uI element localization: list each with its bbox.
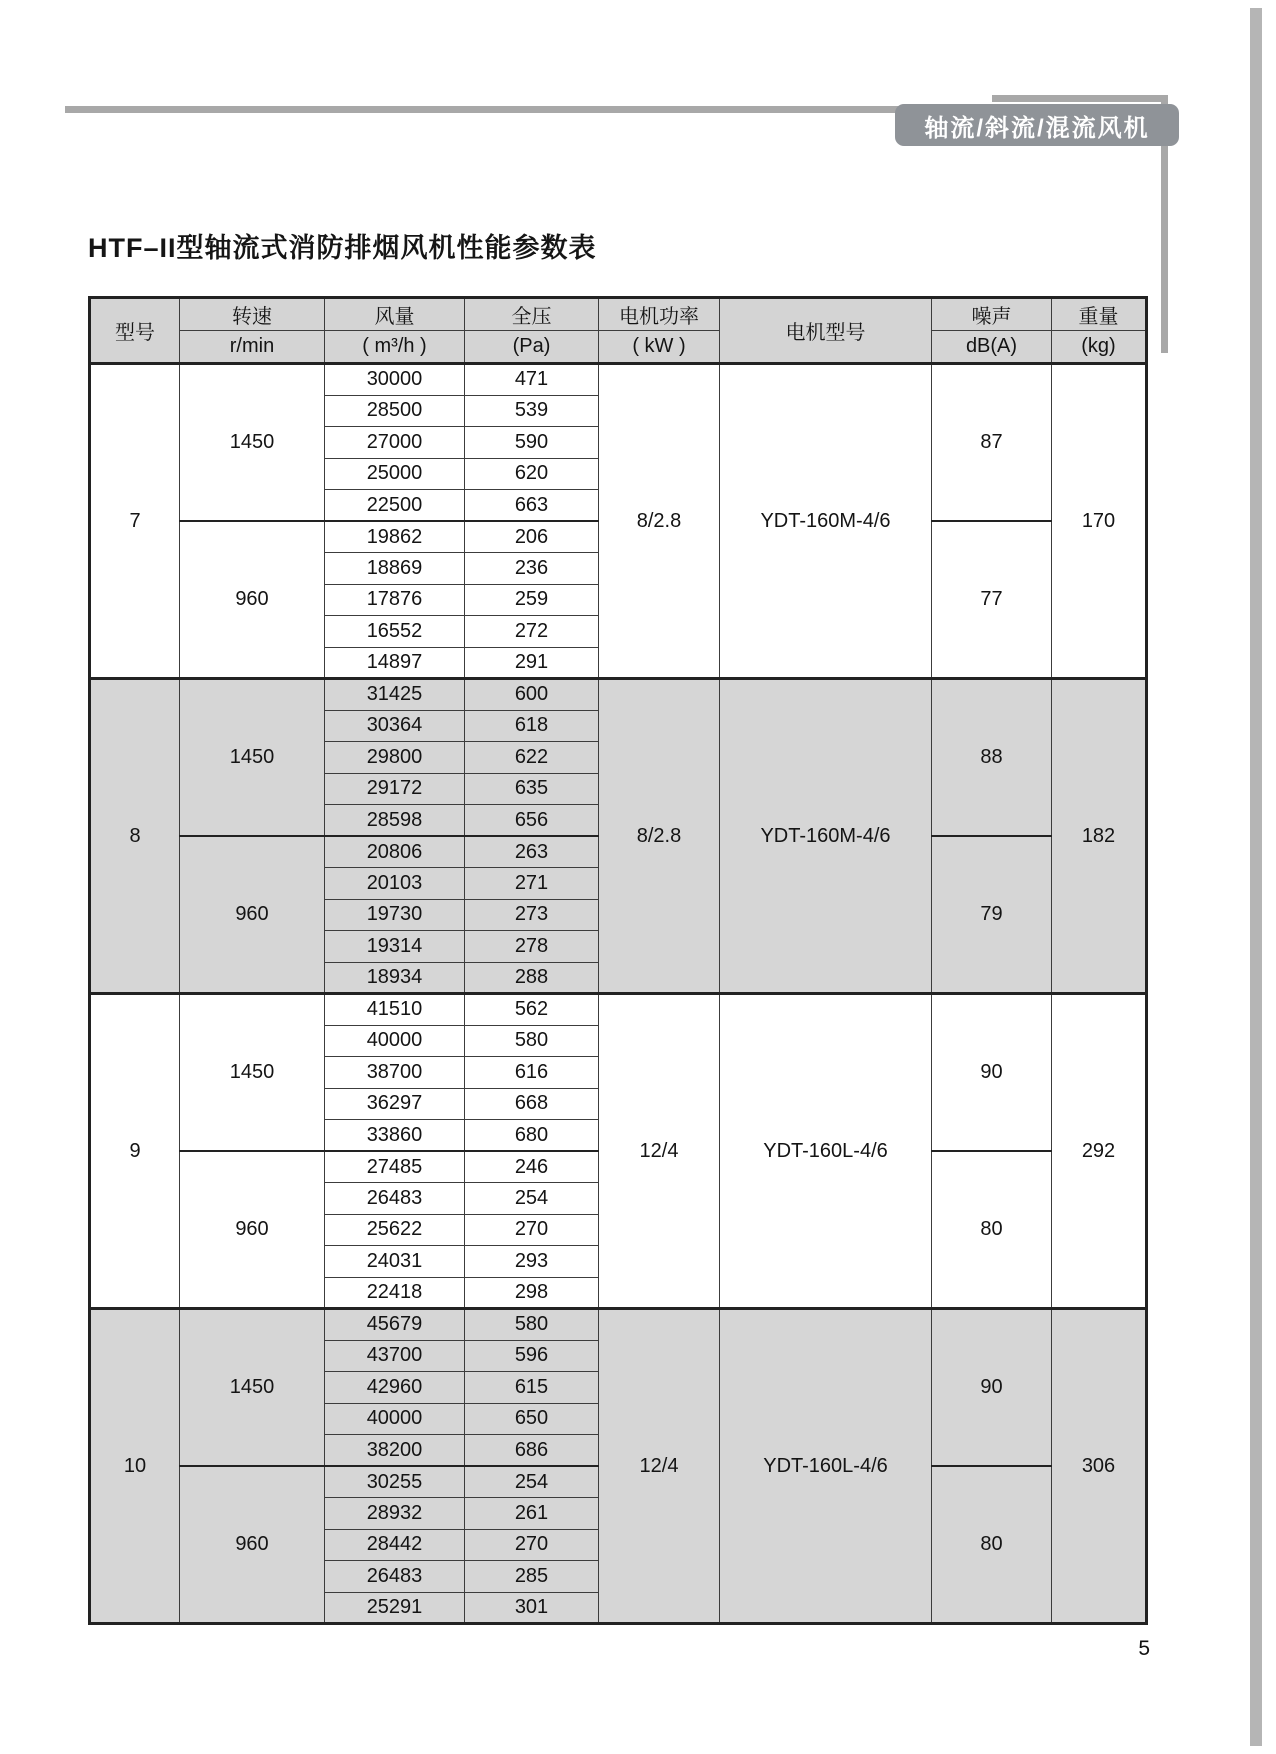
airflow-cell: 40000 <box>325 1403 465 1435</box>
pressure-cell: 301 <box>465 1592 599 1624</box>
pressure-cell: 580 <box>465 1309 599 1341</box>
airflow-cell: 33860 <box>325 1120 465 1152</box>
motor-cell: YDT-160M-4/6 <box>720 679 932 994</box>
model-cell: 10 <box>90 1309 180 1624</box>
pressure-cell: 615 <box>465 1372 599 1404</box>
airflow-cell: 22418 <box>325 1277 465 1309</box>
model-cell: 9 <box>90 994 180 1309</box>
airflow-cell: 28442 <box>325 1529 465 1561</box>
power-cell: 12/4 <box>599 994 720 1309</box>
model-cell: 7 <box>90 364 180 679</box>
col-unit-noise: dB(A) <box>932 331 1052 364</box>
col-header-speed: 转速 <box>180 298 325 331</box>
airflow-cell: 19730 <box>325 899 465 931</box>
power-cell: 8/2.8 <box>599 364 720 679</box>
speed-cell: 1450 <box>180 679 325 837</box>
airflow-cell: 25622 <box>325 1214 465 1246</box>
airflow-cell: 36297 <box>325 1088 465 1120</box>
pressure-cell: 293 <box>465 1246 599 1278</box>
airflow-cell: 30364 <box>325 710 465 742</box>
power-cell: 8/2.8 <box>599 679 720 994</box>
airflow-cell: 30255 <box>325 1466 465 1498</box>
weight-cell: 292 <box>1052 994 1147 1309</box>
pressure-cell: 278 <box>465 931 599 963</box>
airflow-cell: 29172 <box>325 773 465 805</box>
pressure-cell: 298 <box>465 1277 599 1309</box>
pressure-cell: 206 <box>465 521 599 553</box>
pressure-cell: 580 <box>465 1025 599 1057</box>
airflow-cell: 26483 <box>325 1183 465 1215</box>
airflow-cell: 42960 <box>325 1372 465 1404</box>
pressure-cell: 539 <box>465 395 599 427</box>
col-header-model: 型号 <box>90 298 180 364</box>
motor-cell: YDT-160L-4/6 <box>720 1309 932 1624</box>
pressure-cell: 291 <box>465 647 599 679</box>
pressure-cell: 620 <box>465 458 599 490</box>
pressure-cell: 680 <box>465 1120 599 1152</box>
header-row-units <box>90 331 1147 364</box>
motor-cell: YDT-160L-4/6 <box>720 994 932 1309</box>
pressure-cell: 236 <box>465 553 599 585</box>
airflow-cell: 22500 <box>325 490 465 522</box>
pressure-cell: 272 <box>465 616 599 648</box>
airflow-cell: 25291 <box>325 1592 465 1624</box>
pressure-cell: 668 <box>465 1088 599 1120</box>
col-header-power: 电机功率 <box>599 298 720 331</box>
pressure-cell: 270 <box>465 1214 599 1246</box>
header-row-labels <box>90 298 1147 331</box>
pressure-cell: 254 <box>465 1466 599 1498</box>
speed-cell: 960 <box>180 1151 325 1309</box>
col-header-noise: 噪声 <box>932 298 1052 331</box>
top-rule <box>65 106 900 113</box>
pressure-cell: 656 <box>465 805 599 837</box>
pressure-cell: 622 <box>465 742 599 774</box>
speed-cell: 960 <box>180 836 325 994</box>
page-title: HTF–II型轴流式消防排烟风机性能参数表 <box>88 233 597 263</box>
section-badge <box>895 104 1179 146</box>
airflow-cell: 28598 <box>325 805 465 837</box>
airflow-cell: 19862 <box>325 521 465 553</box>
airflow-cell: 40000 <box>325 1025 465 1057</box>
airflow-cell: 31425 <box>325 679 465 711</box>
table-row <box>90 994 1147 1026</box>
pressure-cell: 259 <box>465 584 599 616</box>
pressure-cell: 590 <box>465 427 599 459</box>
table-row <box>90 364 1147 396</box>
perf-table-body <box>90 364 1147 1624</box>
table-header <box>90 298 1147 364</box>
noise-cell: 87 <box>932 364 1052 522</box>
noise-cell: 90 <box>932 1309 1052 1467</box>
pressure-cell: 261 <box>465 1498 599 1530</box>
pressure-cell: 263 <box>465 836 599 868</box>
pressure-cell: 246 <box>465 1151 599 1183</box>
airflow-cell: 30000 <box>325 364 465 396</box>
airflow-cell: 25000 <box>325 458 465 490</box>
model-cell: 8 <box>90 679 180 994</box>
col-header-airflow: 风量 <box>325 298 465 331</box>
col-unit-weight: (kg) <box>1052 331 1147 364</box>
airflow-cell: 28500 <box>325 395 465 427</box>
col-unit-pressure: (Pa) <box>465 331 599 364</box>
speed-cell: 960 <box>180 1466 325 1624</box>
noise-cell: 80 <box>932 1151 1052 1309</box>
airflow-cell: 45679 <box>325 1309 465 1341</box>
col-unit-airflow: ( m³/h ) <box>325 331 465 364</box>
header-frame-top <box>992 95 1168 102</box>
speed-cell: 960 <box>180 521 325 679</box>
section-badge-label: 轴流/斜流/混流风机 <box>924 114 1150 142</box>
weight-cell: 306 <box>1052 1309 1147 1624</box>
noise-cell: 79 <box>932 836 1052 994</box>
airflow-cell: 29800 <box>325 742 465 774</box>
airflow-cell: 16552 <box>325 616 465 648</box>
speed-cell: 1450 <box>180 364 325 522</box>
motor-cell: YDT-160M-4/6 <box>720 364 932 679</box>
airflow-cell: 24031 <box>325 1246 465 1278</box>
airflow-cell: 20806 <box>325 836 465 868</box>
pressure-cell: 285 <box>465 1561 599 1593</box>
airflow-cell: 38700 <box>325 1057 465 1089</box>
pressure-cell: 663 <box>465 490 599 522</box>
noise-cell: 77 <box>932 521 1052 679</box>
pressure-cell: 254 <box>465 1183 599 1215</box>
airflow-cell: 28932 <box>325 1498 465 1530</box>
noise-cell: 80 <box>932 1466 1052 1624</box>
pressure-cell: 650 <box>465 1403 599 1435</box>
airflow-cell: 38200 <box>325 1435 465 1467</box>
col-unit-speed: r/min <box>180 331 325 364</box>
pressure-cell: 270 <box>465 1529 599 1561</box>
power-cell: 12/4 <box>599 1309 720 1624</box>
airflow-cell: 14897 <box>325 647 465 679</box>
airflow-cell: 26483 <box>325 1561 465 1593</box>
weight-cell: 170 <box>1052 364 1147 679</box>
col-unit-power: ( kW ) <box>599 331 720 364</box>
pressure-cell: 635 <box>465 773 599 805</box>
weight-cell: 182 <box>1052 679 1147 994</box>
pressure-cell: 618 <box>465 710 599 742</box>
speed-cell: 1450 <box>180 994 325 1152</box>
pressure-cell: 596 <box>465 1340 599 1372</box>
airflow-cell: 41510 <box>325 994 465 1026</box>
pressure-cell: 288 <box>465 962 599 994</box>
col-header-pressure: 全压 <box>465 298 599 331</box>
airflow-cell: 18934 <box>325 962 465 994</box>
pressure-cell: 600 <box>465 679 599 711</box>
pressure-cell: 562 <box>465 994 599 1026</box>
noise-cell: 90 <box>932 994 1052 1152</box>
speed-cell: 1450 <box>180 1309 325 1467</box>
page-number: 5 <box>1138 1637 1150 1660</box>
col-header-motor: 电机型号 <box>720 298 932 364</box>
airflow-cell: 19314 <box>325 931 465 963</box>
airflow-cell: 20103 <box>325 868 465 900</box>
table-row <box>90 679 1147 711</box>
pressure-cell: 273 <box>465 899 599 931</box>
airflow-cell: 43700 <box>325 1340 465 1372</box>
page-edge-bar <box>1250 8 1262 1746</box>
airflow-cell: 27000 <box>325 427 465 459</box>
table-row <box>90 1309 1147 1341</box>
airflow-cell: 17876 <box>325 584 465 616</box>
performance-table <box>88 296 1148 1625</box>
pressure-cell: 686 <box>465 1435 599 1467</box>
pressure-cell: 271 <box>465 868 599 900</box>
airflow-cell: 27485 <box>325 1151 465 1183</box>
airflow-cell: 18869 <box>325 553 465 585</box>
col-header-weight: 重量 <box>1052 298 1147 331</box>
pressure-cell: 471 <box>465 364 599 396</box>
pressure-cell: 616 <box>465 1057 599 1089</box>
noise-cell: 88 <box>932 679 1052 837</box>
